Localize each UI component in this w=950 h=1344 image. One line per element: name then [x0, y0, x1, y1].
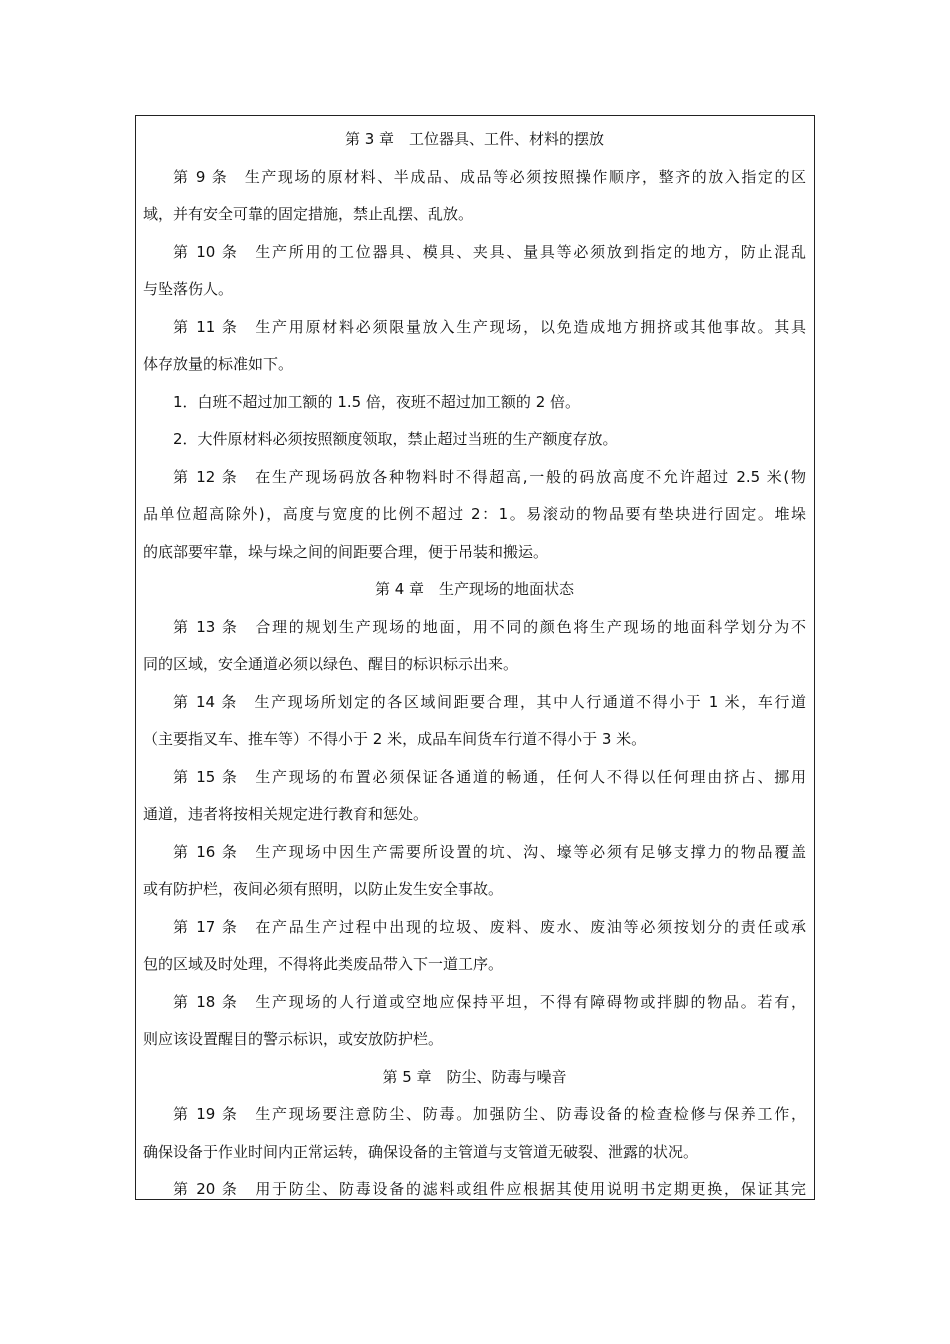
article-line: 第 20 条 用于防尘、防毒设备的滤料或组件应根据其使用说明书定期更换，保证其完 — [173, 1180, 806, 1198]
article-line: 与坠落伤人。 — [143, 280, 234, 298]
article-line: 第 14 条 生产现场所划定的各区域间距要合理，其中人行通道不得小于 1 米，车行道 — [173, 692, 806, 711]
article-line: 第 16 条 生产现场中因生产需要所设置的坑、沟、壕等必须有足够支撑力的物品覆盖 — [173, 842, 806, 861]
article-line: （主要指叉车、推车等）不得小于 2 米，成品车间货车行道不得小于 3 米。 — [143, 730, 647, 748]
chapter-heading: 第 5 章 防尘、防毒与噪音 — [382, 1067, 567, 1086]
article-line: 第 15 条 生产现场的布置必须保证各通道的畅通，任何人不得以任何理由挤占、挪用 — [173, 767, 806, 786]
article-line: 域，并有安全可靠的固定措施，禁止乱摆、乱放。 — [143, 205, 474, 223]
chapter-heading: 第 4 章 生产现场的地面状态 — [374, 580, 575, 598]
article-line: 第 9 条 生产现场的原材料、半成品、成品等必须按照操作顺序，整齐的放入指定的区 — [173, 167, 806, 186]
list-item: 1．白班不超过加工额的 1.5 倍，夜班不超过加工额的 2 倍。 — [173, 392, 581, 411]
list-item: 2．大件原材料必须按照额度领取，禁止超过当班的生产额度存放。 — [173, 430, 618, 448]
article-line: 第 10 条 生产所用的工位器具、模具、夹具、量具等必须放到指定的地方，防止混乱 — [173, 242, 806, 261]
article-line: 第 17 条 在产品生产过程中出现的垃圾、废料、废水、废油等必须按划分的责任或承 — [173, 917, 806, 936]
article-line: 通道，违者将按相关规定进行教育和惩处。 — [143, 805, 429, 823]
article-line: 品单位超高除外)，高度与宽度的比例不超过 2：1。易滚动的物品要有垫块进行固定。堆垛 — [143, 505, 806, 523]
article-line: 第 12 条 在生产现场码放各种物料时不得超高,一般的码放高度不允许超过 2.5 米(物 — [173, 467, 806, 486]
article-line: 包的区域及时处理，不得将此类废品带入下一道工序。 — [143, 955, 504, 973]
article-line: 第 19 条 生产现场要注意防尘、防毒。加强防尘、防毒设备的检查检修与保养工作， — [173, 1105, 806, 1123]
article-line: 体存放量的标准如下。 — [143, 355, 294, 373]
article-line: 确保设备于作业时间内正常运转，确保设备的主管道与支管道无破裂、泄露的状况。 — [143, 1142, 699, 1161]
document-body — [136, 116, 814, 1200]
article-line: 第 11 条 生产用原材料必须限量放入生产现场，以免造成地方拥挤或其他事故。其具 — [173, 317, 806, 336]
document-frame — [135, 115, 815, 1200]
article-line: 或有防护栏，夜间必须有照明，以防止发生安全事故。 — [143, 880, 504, 898]
article-line: 第 18 条 生产现场的人行道或空地应保持平坦，不得有障碍物或拌脚的物品。若有， — [173, 992, 806, 1011]
article-line: 同的区域，安全通道必须以绿色、醒目的标识标示出来。 — [143, 655, 519, 673]
article-line: 则应该设置醒目的警示标识，或安放防护栏。 — [143, 1030, 444, 1048]
article-line: 的底部要牢靠，垛与垛之间的间距要合理，便于吊装和搬运。 — [143, 542, 549, 561]
chapter-heading: 第 3 章 工位器具、工件、材料的摆放 — [344, 130, 605, 148]
article-line: 第 13 条 合理的规划生产现场的地面，用不同的颜色将生产现场的地面科学划分为不 — [173, 617, 806, 636]
